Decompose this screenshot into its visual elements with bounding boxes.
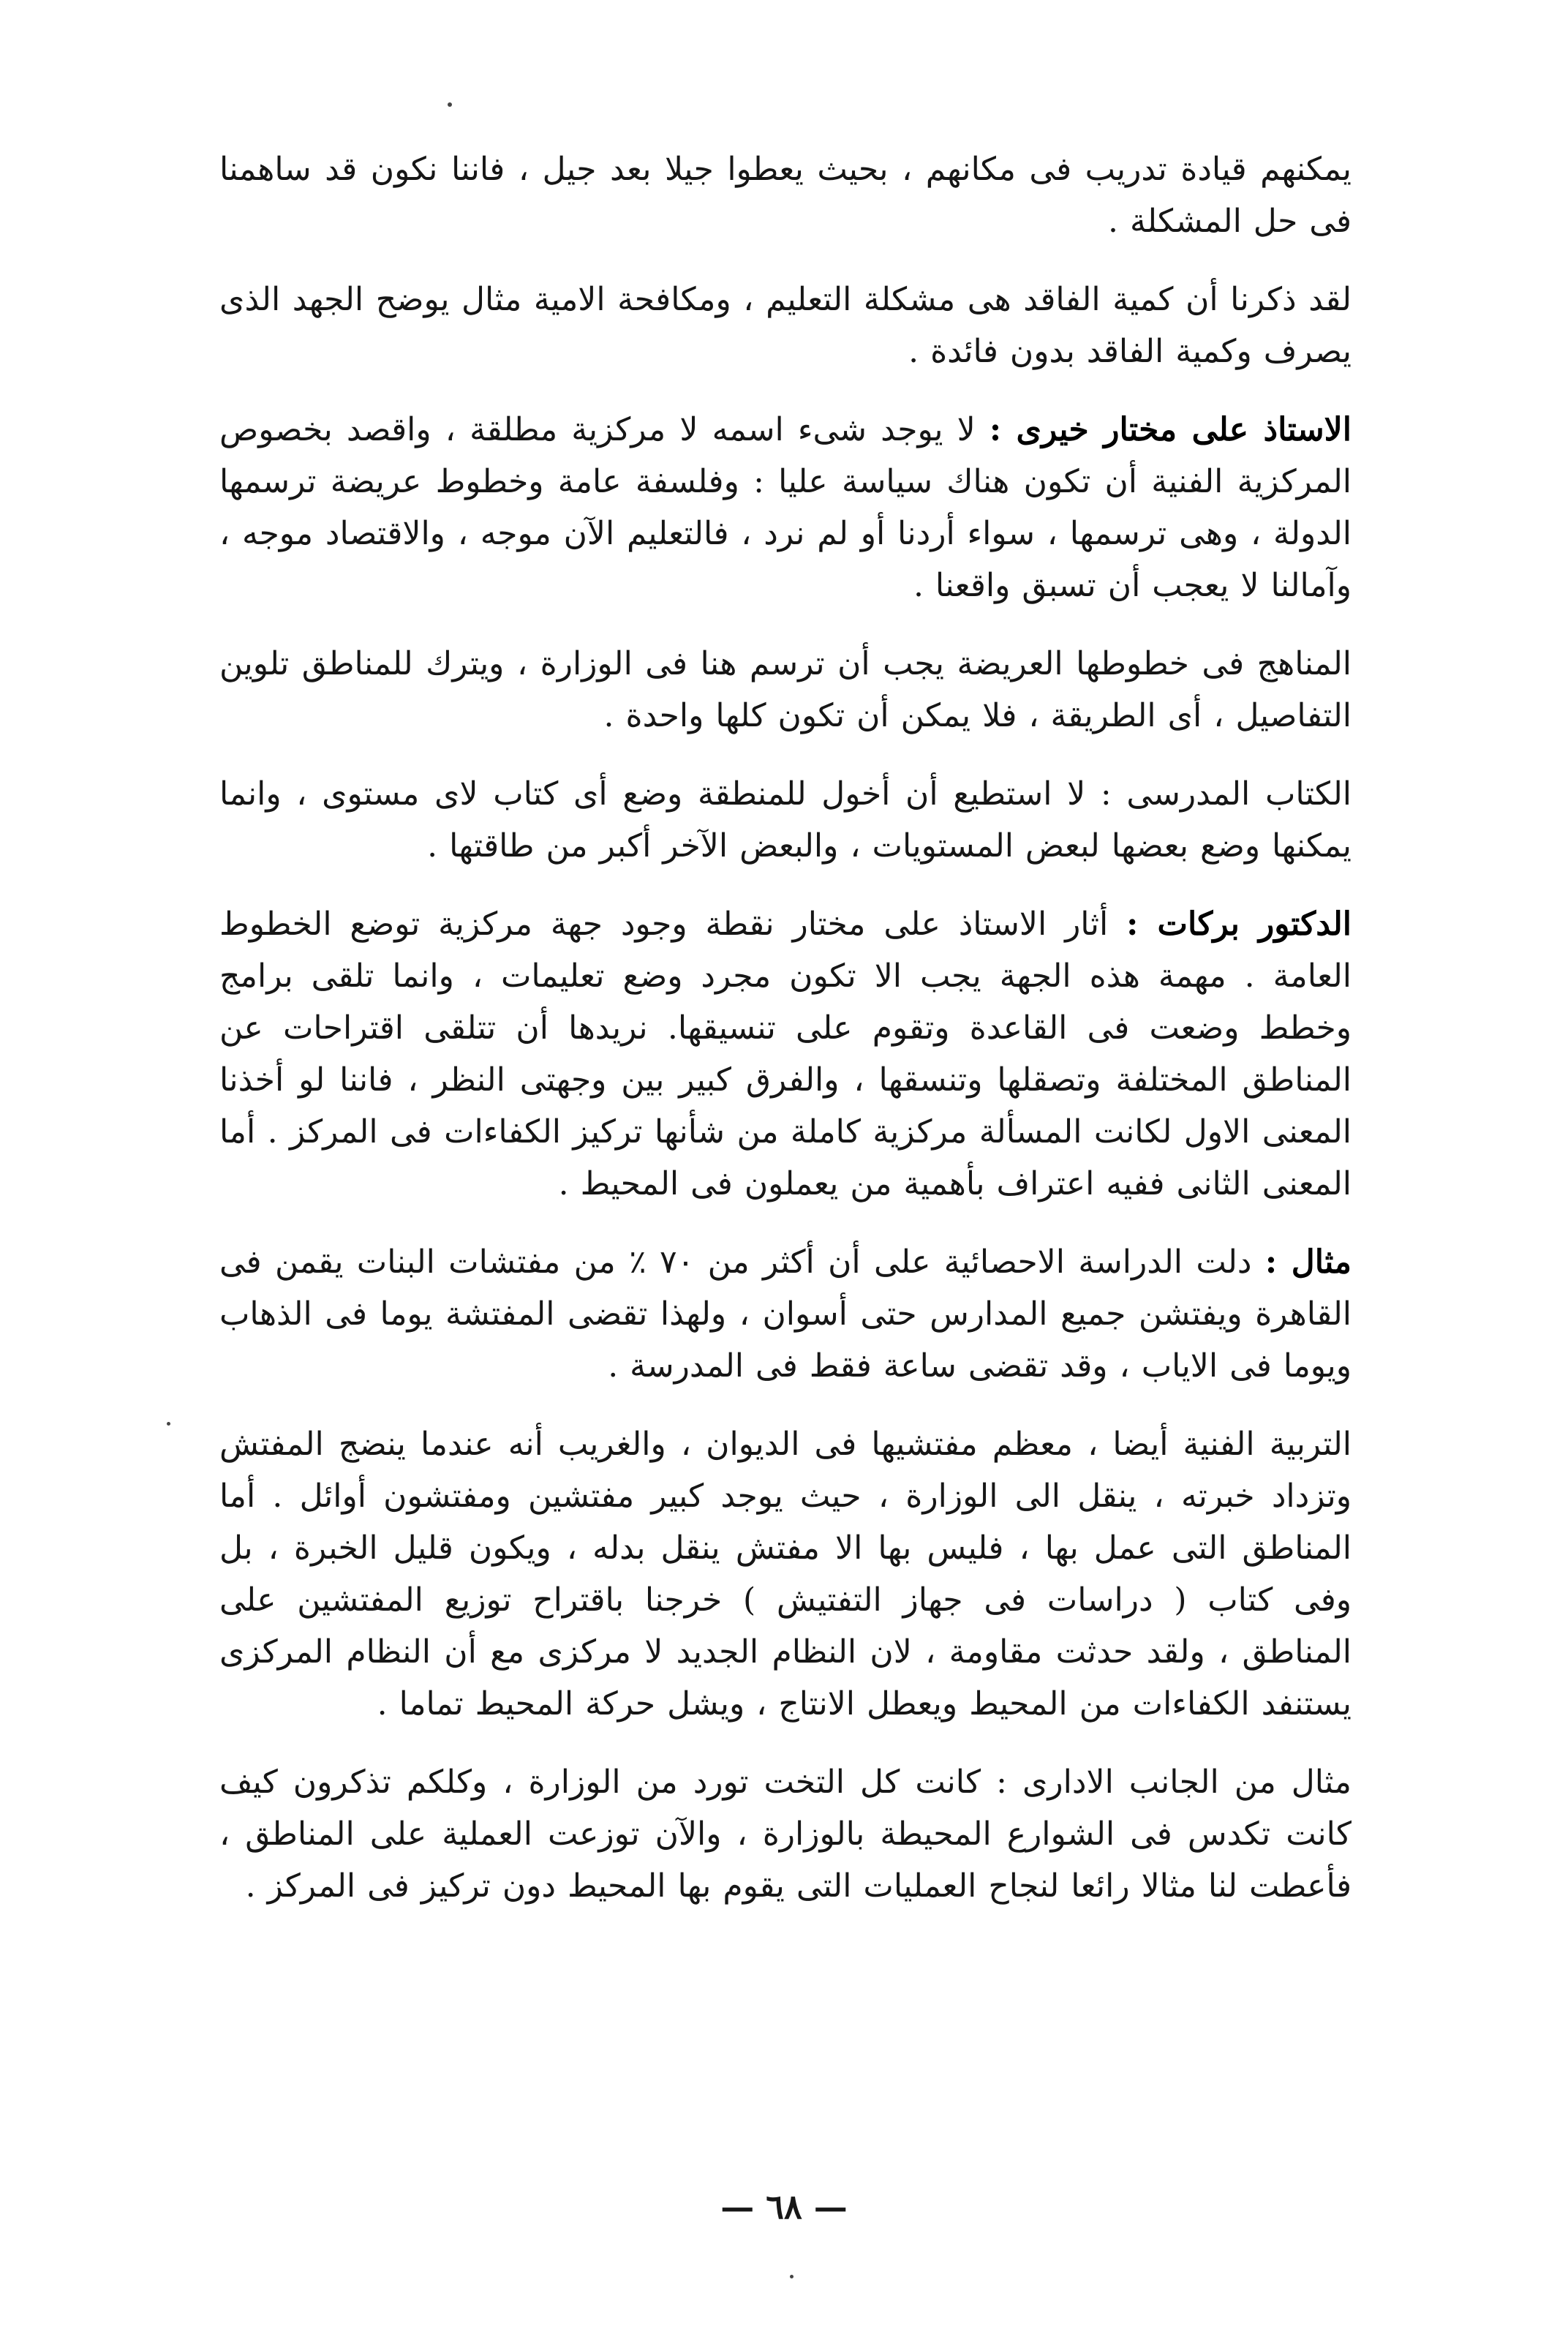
paragraph-text: مثال من الجانب الادارى : كانت كل التخت تورد من الوزارة ، وكلكم تذكرون كيف كانت تكدس فى الشوارع المحيطة بالوزارة ، والآن توزعت العملية على المناطق ، فأعطت لنا مثالا رائعا لنجاح العمليات التى يقوم بها المحيط دون تركيز فى المركز . <box>219 1764 1352 1905</box>
page-number: — ٦٨ — <box>720 2187 848 2227</box>
paragraph-4 <box>219 638 1352 742</box>
paragraph-text: لا يوجد شىء اسمه لا مركزية مطلقة ، واقصد بخصوص المركزية الفنية أن تكون هناك سياسة عليا : وفلسفة عامة وخطوط عريضة ترسمها الدولة ، وهى ترسمها ، سواء أردنا أو لم نرد ، فالتعليم الآن موجه ، والاقتصاد موجه ، وآمالنا لا يعجب أن تسبق واقعنا . <box>219 411 1352 604</box>
paragraph-3 <box>219 404 1352 611</box>
paragraph-6 <box>219 898 1352 1210</box>
paragraph-text: يمكنهم قيادة تدريب فى مكانهم ، بحيث يعطوا جيلا بعد جيل ، فاننا نكون قد ساهمنا فى حل المشكلة . <box>219 151 1352 240</box>
speaker-name: الاستاذ على مختار خيرى : <box>989 411 1352 448</box>
document-page <box>219 143 1352 2250</box>
paragraph-text: دلت الدراسة الاحصائية على أن أكثر من ٧٠ ٪ من مفتشات البنات يقمن فى القاهرة ويفتشن جميع المدارس حتى أسوان ، ولهذا تقضى المفتشة يوما فى الذهاب ويوما فى الاياب ، وقد تقضى ساعة فقط فى المدرسة . <box>219 1243 1352 1385</box>
paragraph-1 <box>219 143 1352 247</box>
scan-speck <box>790 2275 794 2278</box>
paragraph-text: أثار الاستاذ على مختار نقطة وجود جهة مركزية توضع الخطوط العامة . مهمة هذه الجهة يجب الا تكون مجرد وضع تعليمات ، وانما تلقى برامج وخطط وضعت فى القاعدة وتقوم على تنسيقها. نريدها أن تتلقى اقتراحات عن المناطق المختلفة وتصقلها وتنسقها ، والفرق كبير بين وجهتى النظر ، فاننا لو أخذنا المعنى الاول لكانت المسألة مركزية كاملة من شأنها تركيز الكفاءات فى المركز . أما المعنى الثانى ففيه اعتراف بأهمية من يعملون فى المحيط . <box>219 906 1352 1202</box>
speaker-name: مثال : <box>1264 1243 1352 1281</box>
paragraph-5 <box>219 768 1352 872</box>
paragraph-text: لقد ذكرنا أن كمية الفاقد هى مشكلة التعليم ، ومكافحة الامية مثال يوضح الجهد الذى يصرف وكمية الفاقد بدون فائدة . <box>219 281 1352 370</box>
paragraph-2 <box>219 274 1352 377</box>
paragraph-text: المناهج فى خطوطها العريضة يجب أن ترسم هنا فى الوزارة ، ويترك للمناطق تلوين التفاصيل ، أى الطريقة ، فلا يمكن أن تكون كلها واحدة . <box>219 645 1352 734</box>
paragraph-8 <box>219 1418 1352 1730</box>
paragraph-7 <box>219 1236 1352 1392</box>
paragraph-9 <box>219 1756 1352 1912</box>
scan-speck <box>167 1422 170 1426</box>
paragraph-text: التربية الفنية أيضا ، معظم مفتشيها فى الديوان ، والغريب أنه عندما ينضج المفتش وتزداد خبرته ، ينقل الى الوزارة ، حيث يوجد كبير مفتشين ومفتشون أوائل . أما المناطق التى عمل بها ، فليس بها الا مفتش ينقل بدله ، ويكون قليل الخبرة ، بل وفى كتاب ( دراسات فى جهاز التفتيش ) خرجنا باقتراح توزيع المفتشين على المناطق ، ولقد حدثت مقاومة ، لان النظام الجديد لا مركزى مع أن النظام المركزى يستنفد الكفاءات من المحيط ويعطل الانتاج ، ويشل حركة المحيط تماما . <box>219 1426 1352 1723</box>
scan-speck <box>448 102 452 107</box>
speaker-name: الدكتور بركات : <box>1126 906 1352 943</box>
paragraph-text: الكتاب المدرسى : لا استطيع أن أخول للمنطقة وضع أى كتاب لاى مستوى ، وانما يمكنها وضع بعضها لبعض المستويات ، والبعض الآخر أكبر من طاقتها . <box>219 775 1352 865</box>
